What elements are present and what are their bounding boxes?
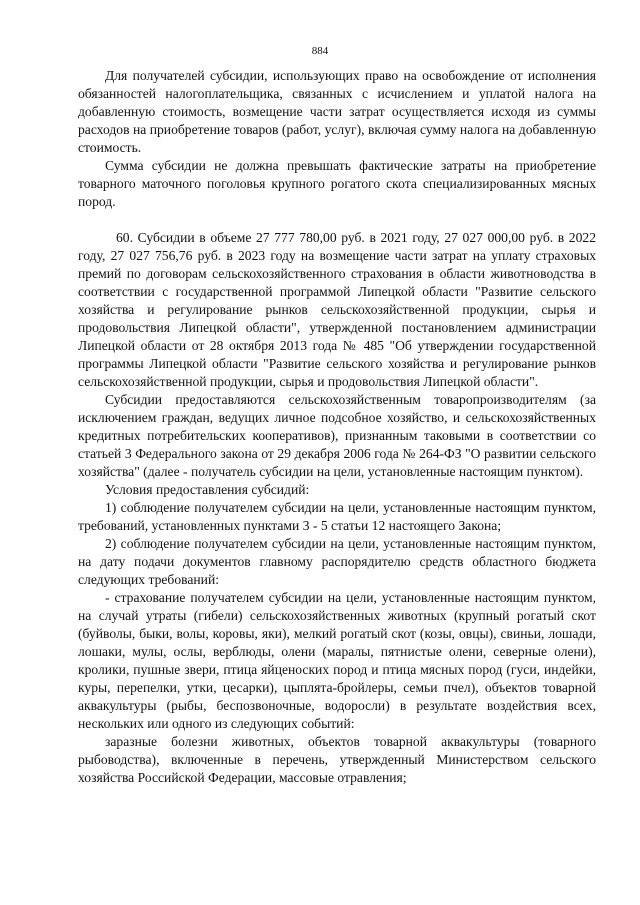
paragraph-infectious-diseases: заразные болезни животных, объектов товарной аквакультуры (товарного рыбоводства), включенные в перечень, утвержденный Министерством сельского хозяйства Российской Федерации, массовые отравления; — [78, 734, 596, 785]
paragraph-condition-2: 2) соблюдение получателем субсидии на цели, установленные настоящим пунктом, на дату подачи документов главному распорядителю средств областного бюджета следующих требований: — [78, 536, 596, 587]
paragraph-subsidy-limit: Сумма субсидии не должна превышать фактические затраты на приобретение товарного маточного поголовья крупного рогатого скота специализированных мясных пород. — [78, 158, 596, 209]
paragraph-recipients: Субсидии предоставляются сельскохозяйственным товаропроизводителям (за исключением граждан, ведущих личное подсобное хозяйство, и сельскохозяйственных кредитных потребительских кооперативов), признанным таковыми в соответствии со статьей 3 Федерального закона от 29 декабря 2006 года № 264-ФЗ "О развитии сельского хозяйства" (далее - получатель субсидии на цели, установленные настоящим пунктом). — [78, 392, 596, 479]
page-number: 884 — [311, 45, 329, 57]
paragraph-vat-exemption: Для получателей субсидии, использующих право на освобождение от исполнения обязанностей налогоплательщика, связанных с исчислением и уплатой налога на добавленную стоимость, возмещение части затрат осуществляется исходя из суммы расходов на приобретение товаров (работ, услуг), включая сумму налога на добавленную стоимость. — [78, 68, 596, 155]
paragraph-conditions-heading: Условия предоставления субсидий: — [105, 482, 310, 497]
paragraph-insurance-animals: - страхование получателем субсидии на цели, установленные настоящим пунктом, на случай утраты (гибели) сельскохозяйственных животных (крупный рогатый скот (буйволы, быки, волы, коровы, яки), мелкий рогатый скот (козы, овцы), свиньи, лошади, лошаки, мулы, ослы, верблюды, олени (маралы, пятнистые олени, северные олени), кролики, пушные звери, птица яйценоских пород и птица мясных пород (гуси, индейки, куры, перепелки, утки, цесарки), цыплята-бройлеры, семьи пчел), объектов товарной аквакультуры (рыбы, беспозвоночные, водоросли) в результате воздействия всех, нескольких или одного из следующих событий: — [78, 590, 596, 731]
paragraph-item-60: 60. Субсидии в объеме 27 777 780,00 руб. в 2021 году, 27 027 000,00 руб. в 2022 году, 27 027 756,76 руб. в 2023 году на возмещение части затрат на уплату страховых премий по договорам сельскохозяйственного страхования в области животноводства в соответствии с государственной программой Липецкой области "Развитие сельского хозяйства и регулирование рынков сельскохозяйственной продукции, сырья и продовольствия Липецкой области", утвержденной постановлением администрации Липецкой области от 28 октября 2013 года № 485 "Об утверждении государственной программы Липецкой области "Развитие сельского хозяйства и регулирование рынков сельскохозяйственной продукции, сырья и продовольствия Липецкой области". — [78, 230, 596, 389]
document-body — [78, 67, 596, 787]
paragraph-condition-1: 1) соблюдение получателем субсидии на цели, установленные настоящим пунктом, требований, установленных пунктами 3 - 5 статьи 12 настоящего Закона; — [78, 500, 596, 533]
